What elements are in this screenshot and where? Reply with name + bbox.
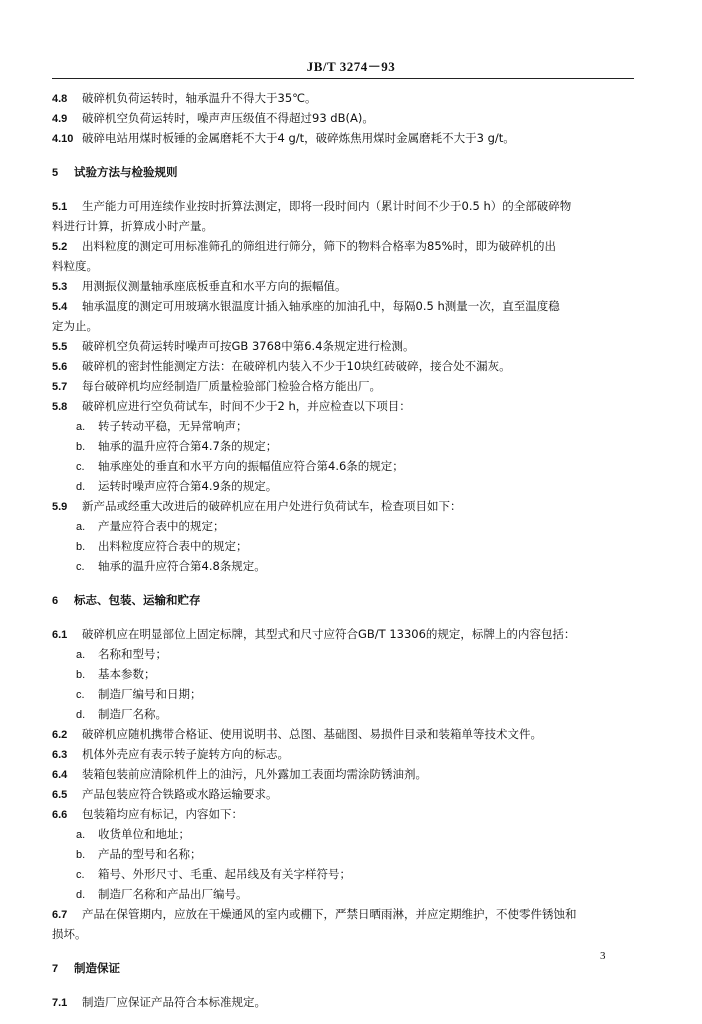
clause-text: 名称和型号； [98, 647, 167, 661]
clause-paragraph [52, 336, 632, 356]
clause-number: 5.5 [52, 341, 68, 353]
clause-text: 包装箱均应有标记，内容如下： [82, 807, 243, 821]
page-number: 3 [600, 950, 606, 962]
clause-text: 标志、包装、运输和贮存 [74, 593, 201, 607]
clause-text: 试验方法与检验规则 [74, 165, 178, 179]
section-heading [52, 162, 632, 182]
clause-paragraph [52, 624, 632, 644]
clause-number: c. [76, 561, 85, 573]
clause-number: 5.1 [52, 201, 68, 213]
list-item [52, 704, 632, 724]
clause-paragraph [52, 784, 632, 804]
list-item [52, 516, 632, 536]
document-header: JB/T 3274－93 [306, 59, 396, 74]
clause-number: 6.6 [52, 809, 68, 821]
clause-text: 生产能力可用连续作业按时折算法测定，即将一段时间内（累计时间不少于0.5 h）的全部破碎物 [82, 199, 572, 213]
list-item [52, 556, 632, 576]
list-item [52, 536, 632, 556]
section-heading [52, 958, 632, 978]
clause-paragraph [52, 376, 632, 396]
clause-number: 6.4 [52, 769, 68, 781]
clause-text: 轴承温度的测定可用玻璃水银温度计插入轴承座的加油孔中，每隔0.5 h测量一次，直至温度稳 [82, 299, 560, 313]
list-item [52, 884, 632, 904]
clause-text: 破碎机应在明显部位上固定标牌，其型式和尺寸应符合GB/T 13306的规定，标牌上的内容包括： [82, 627, 576, 641]
clause-paragraph [52, 296, 632, 316]
clause-text: 破碎电站用煤时板锤的金属磨耗不大于4 g/t，破碎炼焦用煤时金属磨耗不大于3 g/t。 [82, 131, 515, 145]
clause-paragraph [52, 724, 632, 744]
clause-number: c. [76, 461, 85, 473]
clause-text: 每台破碎机均应经制造厂质量检验部门检验合格方能出厂。 [82, 379, 381, 393]
clause-text: 制造厂名称和产品出厂编号。 [98, 887, 248, 901]
clause-number: 5 [52, 167, 59, 179]
clause-number: b. [76, 669, 86, 681]
clause-paragraph [52, 88, 632, 108]
list-item [52, 436, 632, 456]
clause-number: b. [76, 541, 86, 553]
clause-paragraph [52, 276, 632, 296]
clause-number: 6.2 [52, 729, 68, 741]
clause-text: 新产品或经重大改进后的破碎机应在用户处进行负荷试车，检查项目如下： [82, 499, 462, 513]
clause-number: 7.1 [52, 997, 68, 1009]
clause-paragraph [52, 804, 632, 824]
clause-number: 6.1 [52, 629, 68, 641]
list-item [52, 476, 632, 496]
clause-number: d. [76, 709, 86, 721]
clause-number: a. [76, 829, 86, 841]
clause-text: 用测振仪测量轴承座底板垂直和水平方向的振幅值。 [82, 279, 347, 293]
clause-paragraph [52, 992, 632, 1012]
clause-number: 5.4 [52, 301, 68, 313]
clause-number: c. [76, 689, 85, 701]
clause-text: 基本参数； [98, 667, 156, 681]
clause-text: 破碎机的密封性能测定方法：在破碎机内装入不少于10块红砖破碎，接合处不漏灰。 [82, 359, 511, 373]
list-item [52, 664, 632, 684]
clause-text: 料粒度。 [52, 259, 98, 273]
clause-text: 破碎机空负荷运转时噪声可按GB 3768中第6.4条规定进行检测。 [82, 339, 415, 353]
clause-text: 损坏。 [52, 927, 87, 941]
clause-text: 产品的型号和名称； [98, 847, 202, 861]
list-item [52, 844, 632, 864]
clause-number: 6 [52, 595, 59, 607]
clause-text: 制造厂名称。 [98, 707, 167, 721]
clause-text: 轴承座处的垂直和水平方向的振幅值应符合第4.6条的规定； [98, 459, 404, 473]
clause-text: 轴承的温升应符合第4.8条规定。 [98, 559, 266, 573]
paragraph-continuation [52, 316, 632, 336]
list-item [52, 456, 632, 476]
clause-paragraph [52, 196, 632, 216]
clause-number: 5.6 [52, 361, 68, 373]
clause-text: 收货单位和地址； [98, 827, 190, 841]
paragraph-continuation [52, 256, 632, 276]
clause-text: 制造厂应保证产品符合本标准规定。 [82, 995, 266, 1009]
clause-text: 轴承的温升应符合第4.7条的规定； [98, 439, 278, 453]
clause-text: 运转时噪声应符合第4.9条的规定。 [98, 479, 278, 493]
clause-text: 转子转动平稳，无异常响声； [98, 419, 248, 433]
clause-text: 产品包装应符合铁路或水路运输要求。 [82, 787, 278, 801]
clause-number: b. [76, 849, 86, 861]
section-heading [52, 590, 632, 610]
list-item [52, 684, 632, 704]
clause-text: 产品在保管期内，应放在干燥通风的室内或棚下，严禁日晒雨淋，并应定期维护，不使零件锈蚀和 [82, 907, 577, 921]
clause-text: 出料粒度的测定可用标准筛孔的筛组进行筛分，筛下的物料合格率为85%时，即为破碎机的出 [82, 239, 557, 253]
clause-text: 出料粒度应符合表中的规定； [98, 539, 248, 553]
clause-text: 机体外壳应有表示转子旋转方向的标志。 [82, 747, 289, 761]
clause-text: 制造厂编号和日期； [98, 687, 202, 701]
clause-number: 4.9 [52, 113, 68, 125]
clause-text: 装箱包装前应清除机件上的油污，凡外露加工表面均需涂防锈油剂。 [82, 767, 427, 781]
paragraph-continuation [52, 216, 632, 236]
clause-text: 破碎机负荷运转时，轴承温升不得大于35℃。 [82, 91, 317, 105]
document-body [52, 88, 632, 1012]
list-item [52, 416, 632, 436]
list-item [52, 644, 632, 664]
clause-text: 破碎机空负荷运转时，噪声声压级值不得超过93 dB(A)。 [82, 111, 374, 125]
clause-paragraph [52, 108, 632, 128]
clause-number: d. [76, 889, 86, 901]
clause-text: 产量应符合表中的规定； [98, 519, 225, 533]
clause-number: c. [76, 869, 85, 881]
clause-text: 定为止。 [52, 319, 98, 333]
clause-text: 料进行计算，折算成小时产量。 [52, 219, 213, 233]
header-rule [52, 78, 634, 79]
clause-number: a. [76, 421, 86, 433]
list-item [52, 824, 632, 844]
clause-text: 破碎机应进行空负荷试车，时间不少于2 h，并应检查以下项目： [82, 399, 411, 413]
clause-number: a. [76, 521, 86, 533]
clause-paragraph [52, 128, 632, 148]
clause-paragraph [52, 744, 632, 764]
clause-number: 5.2 [52, 241, 68, 253]
clause-number: 5.9 [52, 501, 68, 513]
clause-paragraph [52, 396, 632, 416]
clause-number: 5.8 [52, 401, 68, 413]
clause-number: 5.7 [52, 381, 68, 393]
clause-number: 6.3 [52, 749, 68, 761]
clause-number: 6.7 [52, 909, 68, 921]
clause-number: a. [76, 649, 86, 661]
clause-text: 破碎机应随机携带合格证、使用说明书、总图、基础图、易损件目录和装箱单等技术文件。 [82, 727, 542, 741]
clause-text: 箱号、外形尺寸、毛重、起吊线及有关字样符号； [98, 867, 351, 881]
clause-paragraph [52, 904, 632, 924]
clause-paragraph [52, 496, 632, 516]
clause-number: 6.5 [52, 789, 68, 801]
clause-number: b. [76, 441, 86, 453]
clause-paragraph [52, 356, 632, 376]
clause-text: 制造保证 [74, 961, 120, 975]
clause-number: 4.8 [52, 93, 68, 105]
list-item [52, 864, 632, 884]
clause-number: 7 [52, 963, 59, 975]
paragraph-continuation [52, 924, 632, 944]
clause-paragraph [52, 236, 632, 256]
clause-number: 4.10 [52, 133, 74, 145]
clause-number: d. [76, 481, 86, 493]
clause-paragraph [52, 764, 632, 784]
clause-number: 5.3 [52, 281, 68, 293]
